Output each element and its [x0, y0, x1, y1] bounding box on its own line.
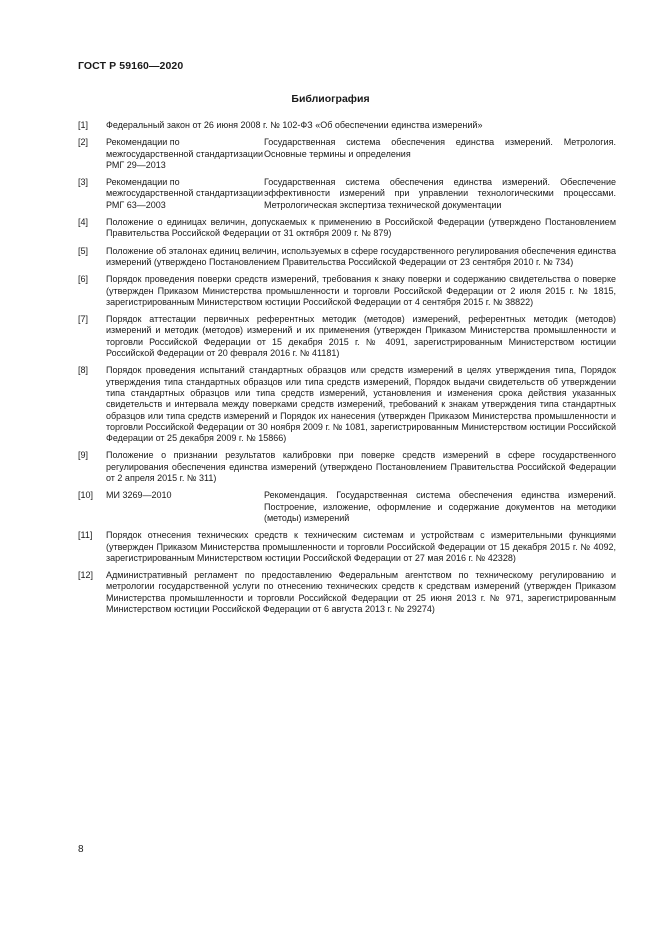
entry-text: Положение об эталонах единиц величин, используемых в сфере государственного регулирования обеспечения единства измерений (утверждено Постановлением Правительства Российской Федерации от 23 сентября 2010 г. № 734) — [106, 245, 616, 267]
bibliography-entry-4 — [78, 217, 616, 240]
entry-text: Порядок проведения испытаний стандартных образцов или средств измерений в целях утверждения типа, Порядок утверждения типа стандартных образцов или типа средств измерений, Порядок выдачи свидетельств об утверждении типа стандартных образцов или типа средств измерений, установления и изменения срока действия указанных свидетельств и интервала между поверками средств измерений, требований к знакам утверждения типа стандартных образцов или типа средств измерений и Порядок их нанесения (утвержден Приказом Министерства промышленности и торговли Российской Федерации от 30 ноября 2009 г. № 1081, зарегистрированным Министерством юстиции Российской Федерации от 25 декабря 2009 г. № 15866) — [106, 365, 616, 444]
entry-text: Федеральный закон от 26 июня 2008 г. № 102-ФЗ «Об обеспечении единства измерений» — [106, 120, 483, 130]
bibliography-entry-7 — [78, 314, 616, 359]
bibliography-entry-2 — [78, 137, 616, 171]
entry-document-code: МИ 3269—2010 — [106, 490, 172, 501]
page-number: 8 — [78, 844, 84, 855]
bibliography-entry-10 — [78, 490, 616, 524]
entry-text: Порядок проведения поверки средств измерений, требования к знаку поверки и содержанию свидетельства о поверке (утвержден Приказом Министерства промышленности и торговли Российской Федерации от 2 июля 2015 г. № 1815, зарегистрированным Министерством юстиции Российской Федерации от 4 сентября 2015 г. № 38822) — [106, 274, 616, 307]
entry-number: [5] — [78, 245, 89, 256]
bibliography-entry-1 — [78, 120, 616, 131]
entry-text: Порядок аттестации первичных референтных методик (методов) измерений, референтных методик (методов) измерений и методик (методов) измерений и их применения (утвержден Приказом Министерства промышленности и торговли Российской Федерации от 15 декабря 2015 г. № 4091, зарегистрированным Министерством юстиции Российской Федерации от 20 февраля 2016 г. № 41181) — [106, 314, 616, 359]
entry-number: [7] — [78, 314, 89, 325]
entry-number: [10] — [78, 490, 94, 501]
bibliography-entry-6 — [78, 274, 616, 308]
entry-document-code: Рекомендации по межгосударственной стандартизации РМГ 29—2013 — [106, 137, 263, 170]
entry-document-code: Рекомендации по межгосударственной стандартизации РМГ 63—2003 — [106, 177, 263, 210]
entry-document-title: Государственная система обеспечения единства измерений. Обеспечение эффективности измерений при управлении технологическими процессами. Метрологическая экспертиза технической документации — [264, 177, 616, 210]
entry-document-title: Государственная система обеспечения единства измерений. Метрология. Основные термины и определения — [264, 137, 616, 159]
entry-number: [4] — [78, 217, 89, 228]
standard-code-header: ГОСТ Р 59160—2020 — [78, 60, 184, 72]
entry-text: Порядок отнесения технических средств к техническим системам и устройствам с измерительными функциями (утвержден Приказом Министерства промышленности и торговли Российской Федерации от 15 декабря 2015 г. № 4092, зарегистрированным Министерством юстиции Российской Федерации от 27 мая 2016 г. № 42328) — [106, 530, 616, 563]
entry-number: [6] — [78, 274, 89, 285]
entry-number: [3] — [78, 177, 89, 188]
bibliography-entry-12 — [78, 570, 616, 615]
entry-number: [2] — [78, 137, 89, 148]
bibliography-title: Библиография — [291, 93, 370, 105]
entry-number: [1] — [78, 120, 89, 130]
bibliography-entry-5 — [78, 246, 616, 269]
bibliography-entry-11 — [78, 530, 616, 564]
entry-text: Административный регламент по предоставлению Федеральным агентством по техническому регулированию и метрологии государственной услуги по отнесению технических средств к средствам измерений (утвержден Приказом Министерства промышленности и торговли Российской Федерации от 25 июня 2013 г. № 971, зарегистрированным Министерством юстиции Российской Федерации от 6 августа 2013 г. № 29274) — [106, 570, 616, 614]
entry-number: [9] — [78, 450, 89, 461]
bibliography-list — [78, 120, 616, 621]
entry-number: [11] — [78, 530, 93, 541]
entry-text: Положение о единицах величин, допускаемых к применению в Российской Федерации (утверждено Постановлением Правительства Российской Федерации от 31 октября 2009 г. № 879) — [106, 217, 616, 239]
entry-text: Положение о признании результатов калибровки при поверке средств измерений в сфере государственного регулирования обеспечения единства измерений (утверждено Постановлением Правительства Российской Федерации от 2 апреля 2015 г. № 311) — [106, 450, 616, 484]
bibliography-entry-8 — [78, 365, 616, 444]
bibliography-entry-3 — [78, 177, 616, 211]
entry-number: [8] — [78, 365, 89, 376]
entry-number: [12] — [78, 570, 94, 581]
entry-document-title: Рекомендация. Государственная система обеспечения единства измерений. Построение, изложение, оформление и содержание документов на методики (методы) измерений — [264, 490, 616, 523]
bibliography-entry-9 — [78, 450, 616, 484]
